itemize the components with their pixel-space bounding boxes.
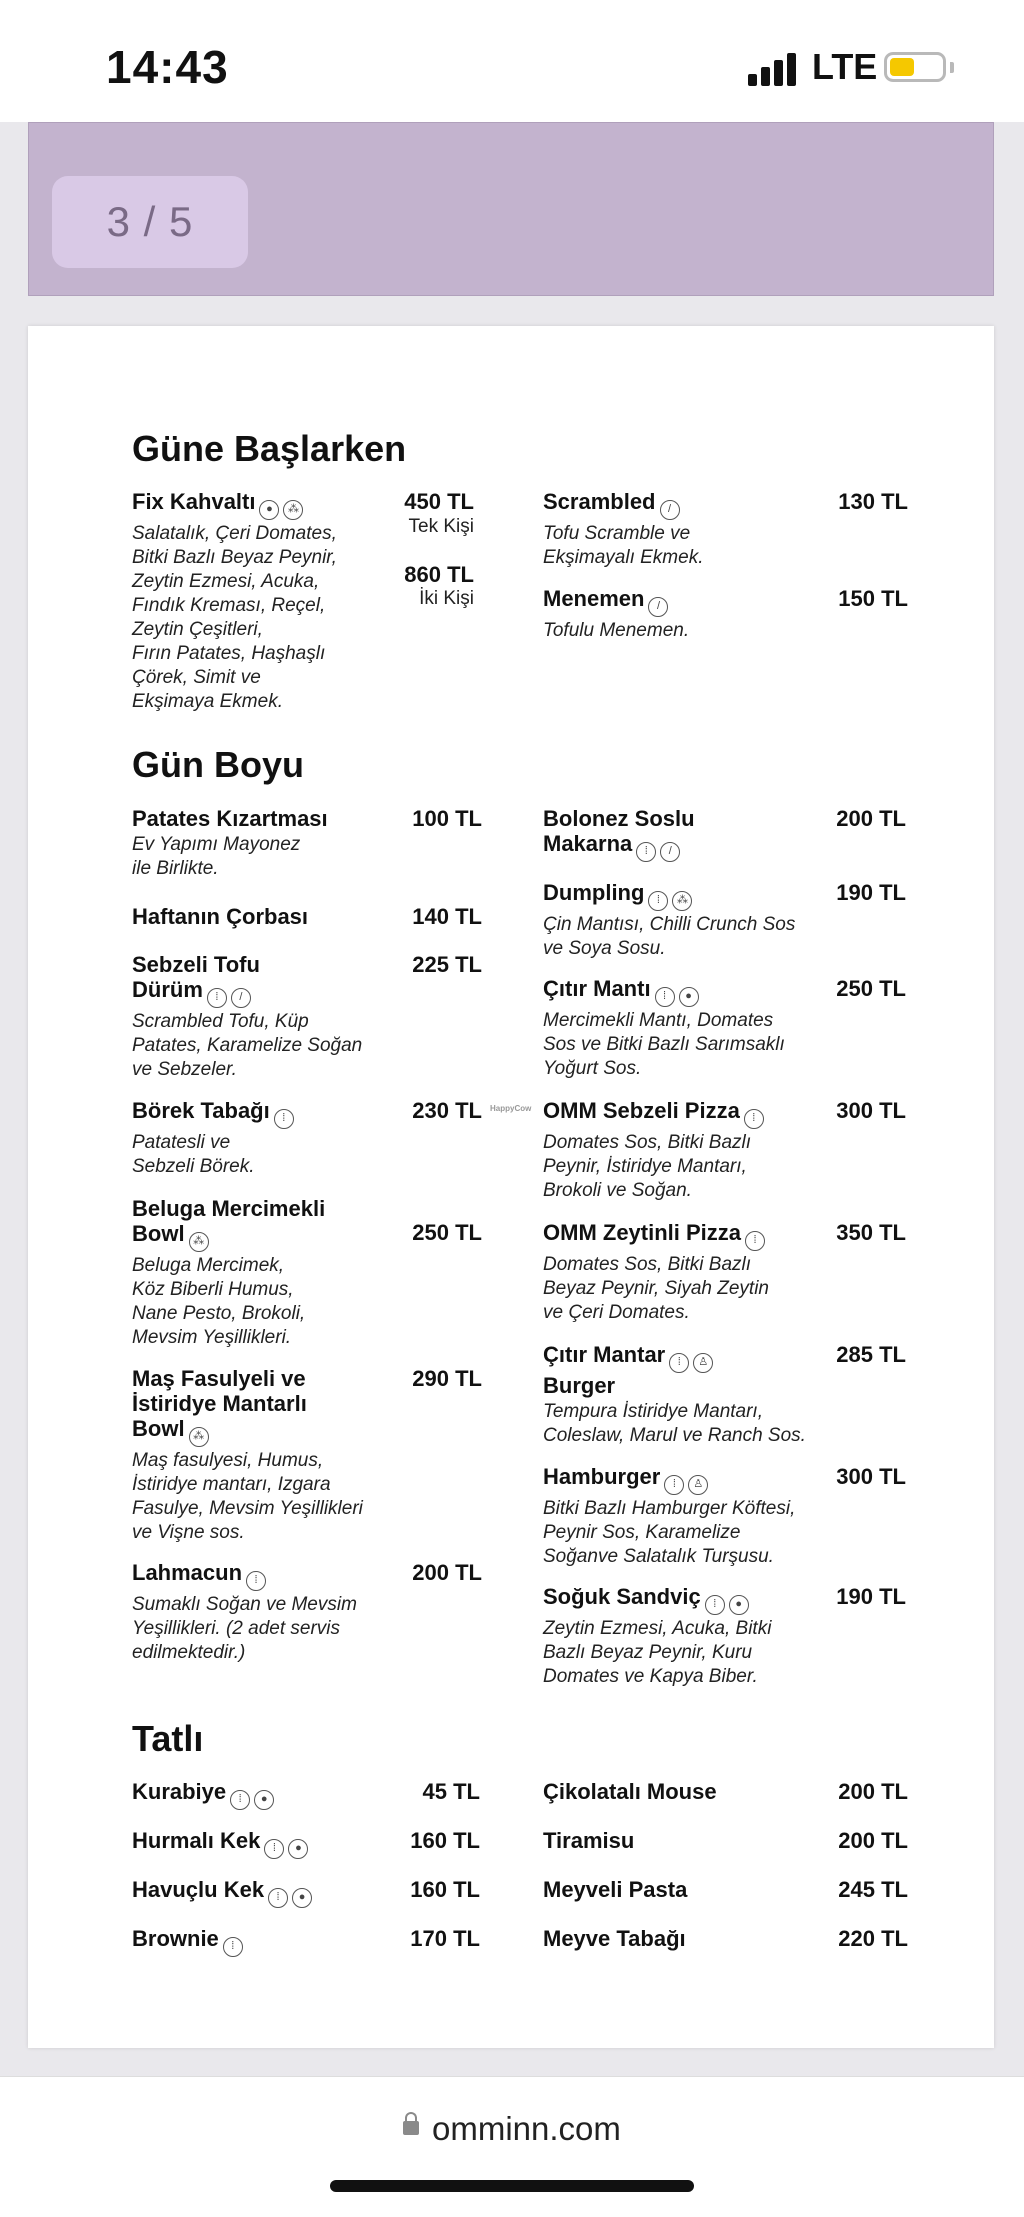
price: 200 TL [412,1560,482,1585]
home-indicator[interactable] [330,2180,694,2192]
menu-item: Havuçlu Kek ⁞ ● [132,1877,312,1908]
menu-item: OMM Sebzeli Pizza ⁞ Domates Sos, Bitki Bazlı Peynir, İstiridye Mantarı, Brokoli ve Soğan. [543,1098,833,1203]
soy-icon: ● [259,500,279,520]
battery-icon [884,52,946,82]
page-indicator: 3 / 5 [52,176,248,268]
menu-item: Meyve Tabağı [543,1926,686,1951]
price: 860 TL [404,562,474,587]
price: 220 TL [838,1926,908,1951]
lock-icon [403,2121,419,2135]
battery-tip [950,62,954,73]
price: 190 TL [836,1584,906,1609]
network-label: LTE [812,46,878,87]
item-desc: Salatalık, Çeri Domates, Bitki Bazlı Beyaz Peynir, Zeytin Ezmesi, Acuka, Fındık Kreması, Reçel, Zeytin Çeşitleri, Fırın Patates, Haşhaşlı Çörek, Simit ve Ekşimaya Ekmek. [132,523,337,712]
price: 290 TL [412,1366,482,1391]
wheat-icon: ⁞ [705,1595,725,1615]
status-time: 14:43 [106,41,229,93]
item-name: Fix Kahvaltı [132,489,256,514]
mustard-icon: ♙ [693,1353,713,1373]
price: 450 TL [404,489,474,514]
price: 225 TL [412,952,482,977]
item-name: Scrambled [543,489,656,514]
price-note: İki Kişi [419,588,474,609]
wheat-icon: ⁞ [274,1109,294,1129]
wheat-icon: ⁞ [223,1937,243,1957]
price: 200 TL [838,1779,908,1804]
menu-item: Hamburger ⁞ ♙ Bitki Bazlı Hamburger Köftesi, Peynir Sos, Karamelize Soğanve Salatalık Turşusu. [543,1464,796,1567]
price: 170 TL [410,1926,480,1951]
menu-item: Meyveli Pasta [543,1877,688,1902]
menu-item: OMM Zeytinli Pizza ⁞ Domates Sos, Bitki Bazlı Beyaz Peynir, Siyah Zeytin ve Çeri Domates. [543,1220,769,1323]
menu-item: Sebzeli Tofu Dürüm ⁞ / Scrambled Tofu, Küp Patates, Karamelize Soğan ve Sebzeler. [132,952,363,1080]
wheat-icon: ⁞ [744,1109,764,1129]
price: 230 TL [412,1098,482,1123]
menu-item: Lahmacun ⁞ Sumaklı Soğan ve Mevsim Yeşillikleri. (2 adet servis edilmektedir.) [132,1560,357,1663]
menu-item-scrambled [543,489,803,570]
soy-icon: ● [729,1595,749,1615]
watermark: HappyCow [490,1104,532,1113]
price: 100 TL [412,806,482,831]
price: 45 TL [422,1779,480,1804]
wheat-icon: ⁞ [230,1790,250,1810]
price: 300 TL [836,1098,906,1123]
nut-icon: ⁂ [189,1427,209,1447]
menu-item: Haftanın Çorbası [132,904,309,929]
menu-item: Brownie ⁞ [132,1926,243,1957]
wheat-icon: ⁞ [745,1231,765,1251]
url-text[interactable]: omminn.com [432,2110,621,2147]
price: 160 TL [410,1828,480,1853]
price: 250 TL [836,976,906,1001]
price: 300 TL [836,1464,906,1489]
price: 250 TL [412,1220,482,1245]
menu-item: Maş Fasulyeli ve İstiridye Mantarlı Bowl ⁂ Maş fasulyesi, Humus, İstiridye mantarı, Izgara Fasulye, Mevsim Yeşillikleri ve Vişne sos. [132,1366,363,1543]
item-desc: Tofulu Menemen. [543,620,690,641]
menu-item: Çikolatalı Mouse [543,1779,717,1804]
soy-icon: ● [679,987,699,1007]
menu-item: Dumpling ⁞ ⁂ Çin Mantısı, Chilli Crunch Sos ve Soya Sosu. [543,880,796,959]
menu-item: Kurabiye ⁞ ● [132,1779,274,1810]
price: 130 TL [838,489,908,514]
soy-icon: ● [288,1839,308,1859]
wheat-icon: ⁞ [655,987,675,1007]
price: 200 TL [836,806,906,831]
section-title-allday: Gün Boyu [132,744,304,785]
menu-item: Çıtır Mantar ⁞ ♙ Burger Tempura İstiridye Mantarı, Coleslaw, Marul ve Ranch Sos. [543,1342,806,1446]
wheat-icon: ⁞ [246,1571,266,1591]
mustard-icon: ♙ [688,1475,708,1495]
bread-icon: / [660,500,680,520]
wheat-icon: ⁞ [669,1353,689,1373]
price: 285 TL [836,1342,906,1367]
section-title-dessert: Tatlı [132,1718,204,1759]
nut-icon: ⁂ [189,1232,209,1252]
price-note: Tek Kişi [408,516,474,537]
wheat-icon: ⁞ [264,1839,284,1859]
menu-item: Hurmalı Kek ⁞ ● [132,1828,308,1859]
signal-icon [748,52,798,86]
menu-item: Soğuk Sandviç ⁞ ● Zeytin Ezmesi, Acuka, Bitki Bazlı Beyaz Peynir, Kuru Domates ve Kapya Biber. [543,1584,772,1687]
wheat-icon: ⁞ [268,1888,288,1908]
section-title-breakfast: Güne Başlarken [132,428,407,469]
menu-item-fix-kahvalti [132,489,372,714]
soy-icon: ● [292,1888,312,1908]
wheat-icon: ⁞ [664,1475,684,1495]
menu-item: Beluga Mercimekli Bowl ⁂ Beluga Mercimek, Köz Biberli Humus, Nane Pesto, Brokoli, Mevsim Yeşillikleri. [132,1196,326,1348]
menu-item: Börek Tabağı ⁞ Patatesli ve Sebzeli Börek. [132,1098,382,1179]
wheat-icon: ⁞ [207,988,227,1008]
menu-item: Patates Kızartması Ev Yapımı Mayonez ile Birlikte. [132,806,328,879]
menu-item-menemen [543,586,803,643]
price: 190 TL [836,880,906,905]
price: 150 TL [838,586,908,611]
menu-item: Bolonez Soslu Makarna ⁞ / [543,806,823,862]
nut-icon: ⁂ [283,500,303,520]
wheat-icon: ⁞ [648,891,668,911]
bread-icon: / [648,597,668,617]
soy-icon: ● [254,1790,274,1810]
menu-item: Tiramisu [543,1828,635,1853]
nut-icon: ⁂ [672,891,692,911]
price: 160 TL [410,1877,480,1902]
price: 140 TL [412,904,482,929]
item-desc: Tofu Scramble ve Ekşimayalı Ekmek. [543,523,704,568]
item-name: Menemen [543,586,645,611]
price: 350 TL [836,1220,906,1245]
bread-icon: / [231,988,251,1008]
price: 245 TL [838,1877,908,1902]
wheat-icon: ⁞ [636,842,656,862]
price: 200 TL [838,1828,908,1853]
menu-item: Çıtır Mantı ⁞ ● Mercimekli Mantı, Domates Sos ve Bitki Bazlı Sarımsaklı Yoğurt Sos. [543,976,785,1079]
bread-icon: / [660,842,680,862]
